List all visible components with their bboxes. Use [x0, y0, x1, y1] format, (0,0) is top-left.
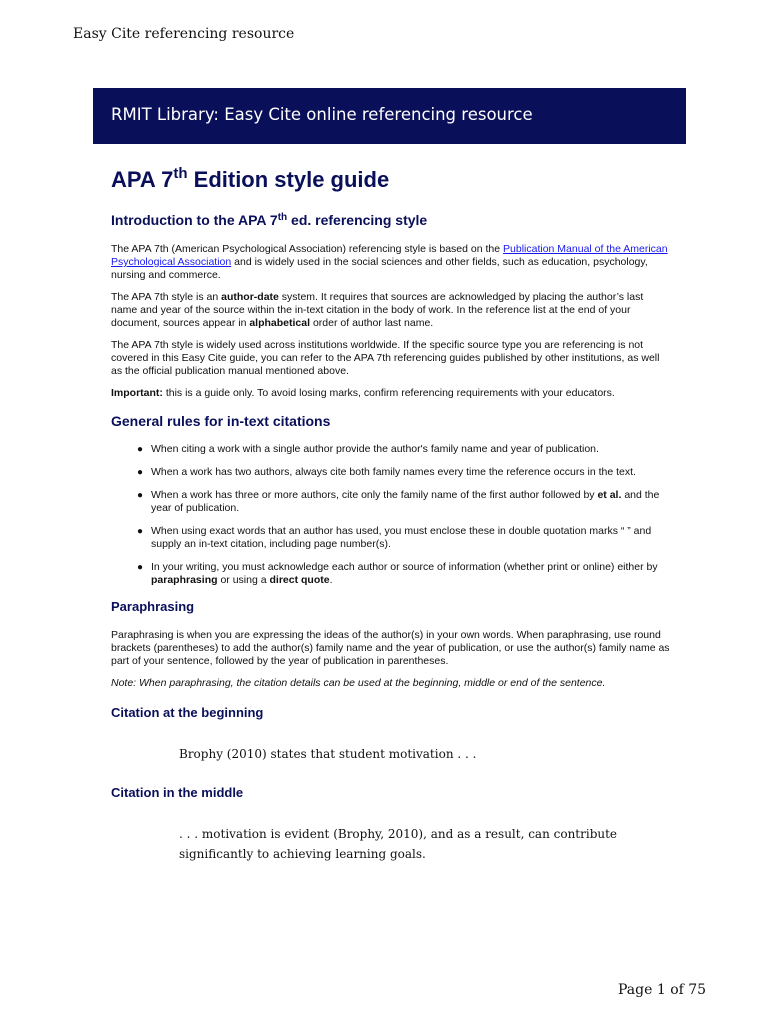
- running-head: Easy Cite referencing resource: [73, 26, 295, 42]
- citation-beginning-heading: Citation at the beginning: [111, 705, 264, 720]
- intro-heading-post: ed. referencing style: [287, 212, 428, 228]
- rule-5-text2: or using a: [217, 574, 270, 586]
- main-content: [111, 160, 671, 864]
- rule-5-bold2: direct quote: [269, 574, 330, 586]
- list-item: [137, 489, 671, 515]
- rule-5-text3: .: [329, 574, 333, 586]
- rule-1-text: When citing a work with a single author provide the author's family name and year of publication.: [151, 443, 599, 455]
- paraphrasing-note-text: Note: When paraphrasing, the citation details can be used at the beginning, middle or end of the sentence.: [111, 677, 606, 689]
- list-item: [137, 561, 671, 587]
- bullet-icon: ●: [137, 490, 144, 501]
- intro-heading-sup: th: [277, 212, 288, 223]
- list-item: [137, 466, 671, 479]
- page-title-post: Edition style guide: [187, 167, 390, 192]
- intro-paragraph-1: [111, 243, 671, 282]
- bullet-icon: ●: [137, 467, 144, 478]
- citation-middle-heading: Citation in the middle: [111, 785, 244, 800]
- header-banner: [93, 88, 686, 144]
- intro-p2-text2: system. It requires that sources are acknowledged by placing the author’s last name and year of the source within the in-text citation in the body of work. In the reference list at the end of your document, sources appear in: [111, 291, 644, 329]
- rule-4-text: When using exact words that an author has used, you must enclose these in double quotation marks “ ” and supply an in-text citation, including page number(s).: [151, 525, 652, 550]
- paraphrasing-paragraph: Paraphrasing is when you are expressing the ideas of the author(s) in your own words. When paraphrasing, use round brackets (parentheses) to add the author(s) family name and the year of publication, or use the author(s) family name as part of your sentence, followed by the year of publication in parentheses.: [111, 629, 670, 667]
- paraphrasing-note: [111, 677, 671, 690]
- page-title-pre: APA 7: [111, 167, 174, 192]
- intro-p2-text1: The APA 7th style is an: [111, 291, 222, 303]
- general-rules-heading: General rules for in-text citations: [111, 413, 331, 429]
- important-label: Important:: [111, 387, 163, 399]
- list-item: [137, 525, 671, 551]
- bullet-icon: ●: [137, 444, 144, 455]
- intro-paragraph-4: [111, 387, 671, 400]
- intro-p1-text1: The APA 7th (American Psychological Association) referencing style is based on the: [111, 243, 504, 255]
- page-number: Page 1 of 75: [618, 982, 707, 998]
- paraphrasing-heading: Paraphrasing: [111, 599, 195, 614]
- rule-3-text2: and the year of publication.: [151, 489, 660, 514]
- rules-list: [111, 443, 671, 587]
- intro-p2-bold2: alphabetical: [249, 317, 311, 329]
- rule-2-text: When a work has two authors, always cite both family names every time the reference occurs in the text.: [151, 466, 636, 478]
- list-item: [137, 443, 671, 456]
- citation-beginning-example: Brophy (2010) states that student motivation . . .: [179, 747, 477, 761]
- rule-3-text1: When a work has three or more authors, cite only the family name of the first author followed by: [151, 489, 598, 501]
- page-title: [111, 160, 671, 200]
- rule-5-bold1: paraphrasing: [151, 574, 218, 586]
- rule-3-bold: et al.: [597, 489, 622, 501]
- intro-p1-text2: and is widely used in the social sciences and other fields, such as education, psychology, nursing and commerce.: [111, 256, 648, 281]
- intro-p2-bold1: author-date: [221, 291, 279, 303]
- intro-heading-pre: Introduction to the APA 7: [111, 212, 278, 228]
- intro-heading: [111, 212, 671, 228]
- intro-p2-text3: order of author last name.: [310, 317, 434, 329]
- rule-5-text1: In your writing, you must acknowledge each author or source of information (whether print or online) either by: [151, 561, 658, 573]
- citation-middle-example: . . . motivation is evident (Brophy, 2010), and as a result, can contribute significantly to achieving learning goals.: [179, 827, 618, 861]
- bullet-icon: ●: [137, 562, 144, 573]
- intro-p4-text: this is a guide only. To avoid losing marks, confirm referencing requirements with your educators.: [162, 387, 615, 399]
- bullet-icon: ●: [137, 526, 144, 537]
- page-title-sup: th: [173, 165, 188, 182]
- banner-title: RMIT Library: Easy Cite online referencing resource: [111, 105, 533, 124]
- intro-paragraph-3: The APA 7th style is widely used across institutions worldwide. If the specific source type you are referencing is not covered in this Easy Cite guide, you can refer to the APA 7th referencing guides published by other institutions, as well as the official publication manual mentioned above.: [111, 339, 660, 377]
- publication-manual-link[interactable]: Publication Manual of the American Psychological Association: [111, 243, 668, 268]
- intro-paragraph-2: [111, 291, 671, 330]
